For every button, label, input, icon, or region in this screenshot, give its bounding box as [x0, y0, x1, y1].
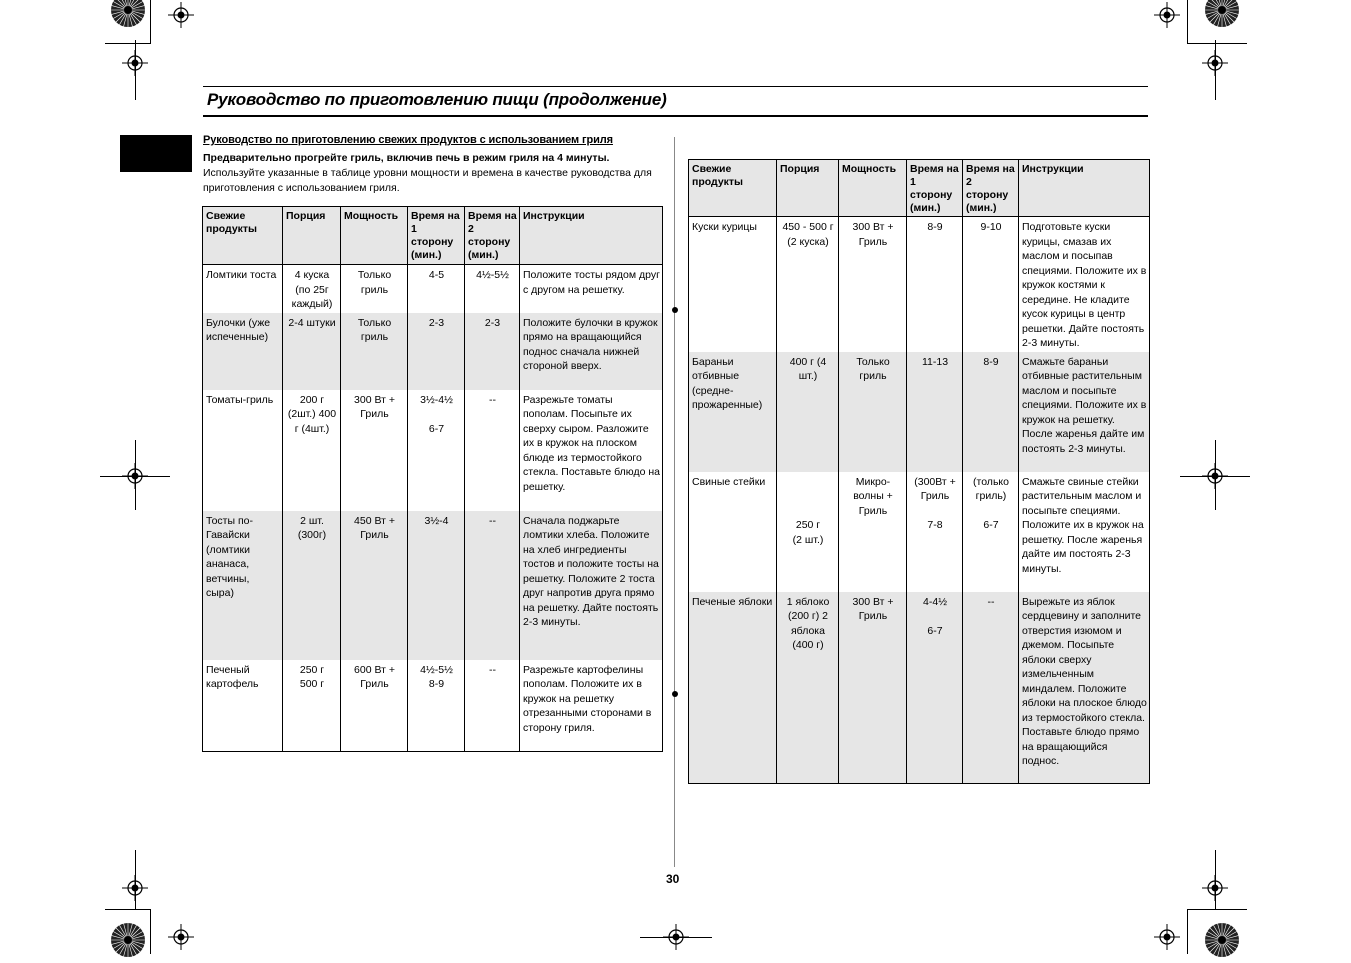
cell-time2: --: [963, 592, 1019, 784]
cell-time2: 8-9: [963, 352, 1019, 472]
crop-line: [105, 909, 151, 910]
cell-time2: 2-3: [465, 313, 520, 390]
cell-instructions: Вырежьте из яблок сердцевину и заполните отверстия изюмом и джемом. Посыпьте яблоки сверху измельченным миндалем. Положите яблоки на плоское блюдо из термостойкого стекла. Поставьте блюдо прямо на вращающийся поднос.: [1019, 592, 1150, 784]
cell-portion: 450 - 500 г (2 куска): [777, 217, 839, 352]
header-food: Свежие продукты: [203, 207, 283, 265]
cell-time1: 4-5: [408, 265, 465, 313]
cell-food: Булочки (уже испеченные): [203, 313, 283, 390]
cell-instructions: Подготовьте куски курицы, смазав их маслом и посыпав специями. Положите их в кружок костями к середине. Не кладите кусок курицы в центр решетки. Дайте постоять 2-3 минуты.: [1019, 217, 1150, 352]
cell-power: 600 Вт + Гриль: [341, 660, 408, 752]
preheat-note: Предварительно прогрейте гриль, включив печь в режим гриля на 4 минуты.: [203, 152, 610, 164]
cell-portion: 2 шт. (300г): [283, 511, 341, 660]
section-tab-marker: [120, 135, 192, 172]
cell-food: Свиные стейки: [689, 472, 777, 592]
cell-food: Печеные яблоки: [689, 592, 777, 784]
cell-food: Тосты по-Гавайски (ломтики ананаса, ветчины, сыра): [203, 511, 283, 660]
cell-food: Бараньи отбивные (средне-прожаренные): [689, 352, 777, 472]
crop-line: [150, 909, 151, 954]
header-time2: Время на 2 сторону (мин.): [465, 207, 520, 265]
crop-line: [150, 0, 151, 44]
cell-time1: 11-13: [907, 352, 963, 472]
cell-time2: --: [465, 660, 520, 752]
crop-line: [135, 40, 136, 100]
table-row: [203, 313, 663, 390]
crop-line: [1180, 476, 1250, 477]
page-number: 30: [666, 872, 680, 886]
cell-power: 300 Вт + Гриль: [839, 217, 907, 352]
crop-line: [1215, 850, 1216, 910]
crop-line: [1215, 440, 1216, 510]
cell-time1: 3½-4½ 6-7: [408, 390, 465, 511]
cell-instructions: Положите булочки в кружок прямо на вращающийся поднос сначала нижней стороной вверх.: [520, 313, 663, 390]
header-portion: Порция: [283, 207, 341, 265]
cell-power: Микро-волны + Гриль: [839, 472, 907, 592]
cell-portion: 200 г (2шт.) 400 г (4шт.): [283, 390, 341, 511]
cell-instructions: Сначала поджарьте ломтики хлеба. Положите на хлеб ингредиенты тостов и положите тосты на решетку. Положите 2 тоста друг напротив друга прямо на решетку. Дайте постоять 2-3 минуты.: [520, 511, 663, 660]
registration-mark-icon: [1154, 924, 1180, 950]
cell-instructions: Разрежьте томаты пополам. Посыпьте их сверху сыром. Разложите их в кружок на плоском блюде из термостойкого стекла. Поставьте блюдо на решетку.: [520, 390, 663, 511]
cell-food: Томаты-гриль: [203, 390, 283, 511]
section-title: Руководство по приготовлению свежих продуктов с использованием гриля: [203, 134, 613, 146]
cell-instructions: Разрежьте картофелины пополам. Положите их в кружок на решетку отрезанными сторонами в сторону гриля.: [520, 660, 663, 752]
cell-time1: 3½-4: [408, 511, 465, 660]
page-title: Руководство по приготовлению пищи (продолжение): [207, 90, 667, 109]
cell-time1: 4½-5½ 8-9: [408, 660, 465, 752]
color-wheel-mark-icon: [110, 0, 146, 28]
color-wheel-mark-icon: [110, 922, 146, 958]
header-time2: Время на 2 сторону (мин.): [963, 160, 1019, 217]
header-power: Мощность: [839, 160, 907, 217]
crop-line: [1187, 0, 1188, 44]
crop-line: [1187, 909, 1247, 910]
crop-line: [100, 476, 170, 477]
cell-food: Куски курицы: [689, 217, 777, 352]
cell-time1: 2-3: [408, 313, 465, 390]
table-row: [689, 592, 1150, 784]
crop-line: [640, 937, 712, 938]
header-instructions: Инструкции: [520, 207, 663, 265]
cell-instructions: Смажьте свиные стейки растительным маслом и посыпьте специями. Положите их в кружок на решетку. После жаренья дайте им постоять 2-3 минуты.: [1019, 472, 1150, 592]
color-wheel-mark-icon: [1204, 0, 1240, 28]
cell-portion: 400 г (4 шт.): [777, 352, 839, 472]
cell-time1: 4-4½ 6-7: [907, 592, 963, 784]
crop-line: [1187, 43, 1247, 44]
cell-portion: 250 г (2 шт.): [777, 472, 839, 592]
cell-food: Печеный картофель: [203, 660, 283, 752]
table-row: [689, 217, 1150, 352]
header-food: Свежие продукты: [689, 160, 777, 217]
crop-line: [135, 850, 136, 910]
cell-time2: 4½-5½: [465, 265, 520, 313]
cell-power: 450 Вт + Гриль: [341, 511, 408, 660]
registration-mark-icon: [168, 924, 194, 950]
header-rule-bottom: [203, 115, 1148, 117]
cell-time2: --: [465, 390, 520, 511]
grill-guide-table-right: [688, 159, 1150, 784]
cell-portion: 2-4 штуки: [283, 313, 341, 390]
table-row: [203, 265, 663, 313]
header-power: Мощность: [341, 207, 408, 265]
cell-power: Только гриль: [839, 352, 907, 472]
cell-food: Ломтики тоста: [203, 265, 283, 313]
table-row: [203, 660, 663, 752]
crop-line: [105, 43, 151, 44]
cell-portion: 4 куска (по 25г каждый): [283, 265, 341, 313]
cell-power: Только гриль: [341, 265, 408, 313]
crop-line: [1187, 909, 1188, 954]
header-time1: Время на 1 сторону (мин.): [408, 207, 465, 265]
cell-time1: 8-9: [907, 217, 963, 352]
crop-line: [135, 440, 136, 510]
cell-power: 300 Вт + Гриль: [839, 592, 907, 784]
header-rule-top: [203, 86, 1148, 87]
cell-portion: 250 г 500 г: [283, 660, 341, 752]
header-instructions: Инструкции: [1019, 160, 1150, 217]
cell-time1: (300Вт + Гриль 7-8: [907, 472, 963, 592]
cell-instructions: Смажьте бараньи отбивные растительным маслом и посыпьте специями. Положите их в кружок на решетку. После жаренья дайте им постоять 2-3 минуты.: [1019, 352, 1150, 472]
table-row: [689, 352, 1150, 472]
table-row: [689, 472, 1150, 592]
table-row: [203, 511, 663, 660]
divider-dot: [672, 691, 678, 697]
cell-power: Только гриль: [341, 313, 408, 390]
header-time1: Время на 1 сторону (мин.): [907, 160, 963, 217]
grill-guide-table-left: [202, 206, 663, 752]
cell-portion: 1 яблоко (200 г) 2 яблока (400 г): [777, 592, 839, 784]
intro-text: Используйте указанные в таблице уровни мощности и времена в качестве руководства для приготовления с использованием гриля.: [203, 167, 652, 194]
color-wheel-mark-icon: [1204, 922, 1240, 958]
divider-dot: [672, 307, 678, 313]
column-divider: [674, 137, 675, 867]
header-portion: Порция: [777, 160, 839, 217]
table-row: [203, 390, 663, 511]
cell-time2: --: [465, 511, 520, 660]
registration-mark-icon: [1154, 2, 1180, 28]
cell-instructions: Положите тосты рядом друг с другом на решетку.: [520, 265, 663, 313]
crop-line: [1215, 40, 1216, 100]
cell-time2: 9-10: [963, 217, 1019, 352]
cell-time2: (только гриль) 6-7: [963, 472, 1019, 592]
cell-power: 300 Вт + Гриль: [341, 390, 408, 511]
registration-mark-icon: [168, 2, 194, 28]
